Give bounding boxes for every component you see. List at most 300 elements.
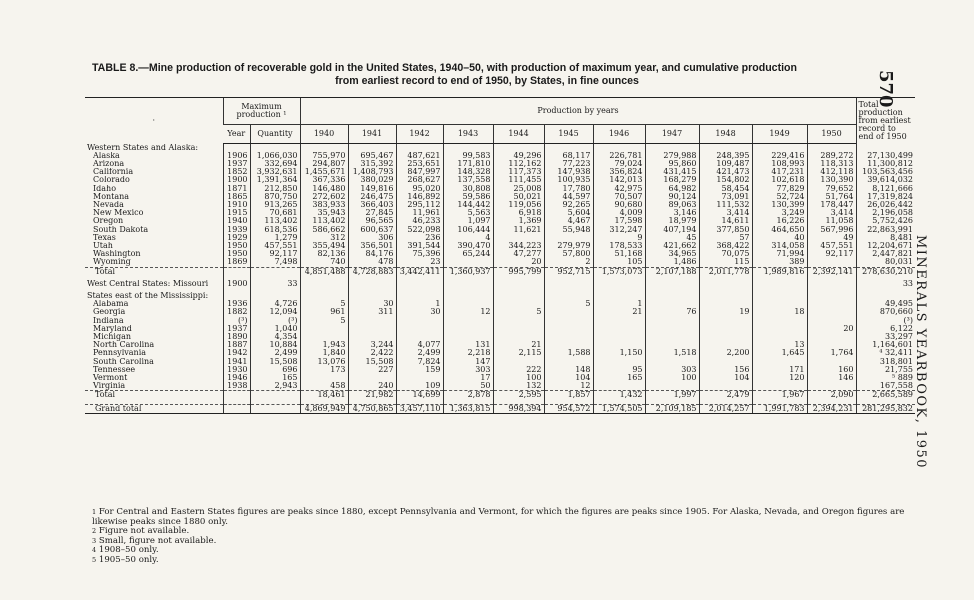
table-row (85, 308, 915, 316)
data-cell: 312 (300, 234, 348, 242)
data-cell (443, 333, 493, 341)
data-cell: 103,563,456 (856, 168, 915, 176)
data-cell (645, 317, 699, 325)
data-cell: 57 (699, 234, 752, 242)
data-cell (493, 300, 544, 308)
data-cell: 4,750,865 (348, 404, 396, 413)
data-cell: 1937 (223, 325, 250, 333)
data-cell: 457,551 (807, 242, 856, 250)
data-cell: 17,598 (593, 217, 645, 225)
data-cell (544, 333, 593, 341)
data-cell: 356,824 (593, 168, 645, 176)
data-cell (396, 374, 443, 382)
table-row (85, 382, 915, 391)
data-cell: 389 (752, 258, 807, 267)
data-cell: 12,204,671 (856, 242, 915, 250)
data-cell: 26,026,442 (856, 201, 915, 209)
data-cell (443, 292, 493, 300)
row-label: California (93, 168, 134, 177)
data-cell: 2,943 (250, 382, 300, 391)
data-cell (250, 144, 300, 152)
data-cell (593, 325, 645, 333)
data-cell: 17,319,824 (856, 193, 915, 201)
data-cell (544, 325, 593, 333)
data-cell (300, 292, 348, 300)
data-cell: 870,750 (250, 193, 300, 201)
data-cell: 279,988 (645, 152, 699, 160)
footnote-mark: 1 (92, 508, 97, 516)
data-cell: ⁵ 889 (856, 374, 915, 382)
data-cell: 51,168 (593, 250, 645, 258)
data-cell (645, 144, 699, 152)
data-cell: 146 (807, 374, 856, 382)
row-label: Arizona (93, 159, 125, 168)
data-cell (752, 333, 807, 341)
row-label: Utah (93, 241, 113, 250)
data-cell: 1,455,671 (300, 168, 348, 176)
data-cell: 130,399 (752, 201, 807, 209)
data-cell: 314,058 (752, 242, 807, 250)
header-year-col: 1940 (300, 125, 348, 144)
data-cell: 49 (807, 234, 856, 242)
data-cell: 21,982 (348, 391, 396, 400)
data-cell: 240 (348, 382, 396, 391)
data-cell: 6,918 (493, 209, 544, 217)
table-row (85, 258, 915, 267)
data-cell (645, 341, 699, 349)
data-cell: 5,604 (544, 209, 593, 217)
footnote (92, 508, 912, 527)
header-year-col: 1942 (396, 125, 443, 144)
data-cell: 1,645 (752, 349, 807, 357)
data-cell: (³) (250, 317, 300, 325)
data-cell: 80,031 (856, 258, 915, 267)
data-cell: 391,544 (396, 242, 443, 250)
table-row (85, 374, 915, 382)
data-cell (645, 325, 699, 333)
data-cell: 1852 (223, 168, 250, 176)
page-number: 570 (875, 70, 896, 108)
data-cell: 84,176 (348, 250, 396, 258)
header-year-col: 1945 (544, 125, 593, 144)
data-cell (807, 300, 856, 308)
data-cell: 51,764 (807, 193, 856, 201)
data-cell: 227 (348, 366, 396, 374)
data-cell: 278,630,210 (856, 267, 915, 276)
data-cell: 2,218 (443, 349, 493, 357)
data-cell: 7,824 (396, 358, 443, 366)
data-cell (593, 144, 645, 152)
data-cell: 13,076 (300, 358, 348, 366)
data-cell: 159 (396, 366, 443, 374)
table-row (85, 292, 915, 300)
data-cell: 27,845 (348, 209, 396, 217)
header-production-by-years: Production by years (300, 98, 856, 125)
data-cell: 3,414 (699, 209, 752, 217)
header-year-col: 1946 (593, 125, 645, 144)
data-cell: 1,967 (752, 391, 807, 400)
data-cell: 137,558 (443, 176, 493, 184)
data-cell (443, 300, 493, 308)
data-cell: 92,117 (250, 250, 300, 258)
data-cell: 45 (645, 234, 699, 242)
data-cell (250, 292, 300, 300)
data-cell: 2,200 (699, 349, 752, 357)
data-cell: 961 (300, 308, 348, 316)
data-cell: 2,109,185 (645, 404, 699, 413)
data-cell: 289,272 (807, 152, 856, 160)
footnote-mark: 3 (92, 536, 97, 545)
row-label: Michigan (93, 332, 131, 341)
data-cell: 367,336 (300, 176, 348, 184)
data-cell (645, 280, 699, 288)
data-cell (699, 300, 752, 308)
footnote-text: Small, figure not available. (98, 535, 217, 546)
data-cell: 412,118 (807, 168, 856, 176)
data-cell: 586,662 (300, 226, 348, 234)
footnote-text: 1905–50 only. (98, 554, 159, 565)
data-cell: 344,223 (493, 242, 544, 250)
data-cell: 3,146 (645, 209, 699, 217)
data-cell: 65,244 (443, 250, 493, 258)
data-cell: 695,467 (348, 152, 396, 160)
data-cell: 118,313 (807, 160, 856, 168)
data-cell (699, 280, 752, 288)
data-cell: 149,816 (348, 185, 396, 193)
header-year-col: 1944 (493, 125, 544, 144)
data-cell: 1,150 (593, 349, 645, 357)
data-cell: 130,390 (807, 176, 856, 184)
row-label: Washington (93, 250, 141, 259)
data-cell: (³) (856, 317, 915, 325)
row-label: Nevada (93, 200, 124, 209)
group-label: States east of the Mississippi: (87, 291, 209, 300)
table-row (85, 176, 915, 184)
data-cell (699, 358, 752, 366)
table-row (85, 185, 915, 193)
data-cell: 1871 (223, 185, 250, 193)
data-cell: 998,394 (493, 404, 544, 413)
data-cell: 3,442,411 (396, 267, 443, 276)
footnote (92, 537, 912, 547)
data-cell (807, 333, 856, 341)
data-cell: 109 (396, 382, 443, 391)
data-cell: 1,066,030 (250, 152, 300, 160)
data-cell: 173 (300, 366, 348, 374)
data-cell (250, 404, 300, 413)
data-cell (593, 280, 645, 288)
data-cell: 59,586 (443, 193, 493, 201)
data-cell (443, 144, 493, 152)
data-cell: 58,454 (699, 185, 752, 193)
data-cell (807, 308, 856, 316)
data-cell: 5 (300, 317, 348, 325)
data-cell (807, 341, 856, 349)
data-cell: 2,878 (443, 391, 493, 400)
data-cell (699, 341, 752, 349)
data-cell (752, 317, 807, 325)
data-cell: 168,279 (645, 176, 699, 184)
data-cell: 487,621 (396, 152, 443, 160)
data-cell: 100 (493, 374, 544, 382)
data-cell (544, 144, 593, 152)
data-cell (807, 258, 856, 267)
data-cell: 8,481 (856, 234, 915, 242)
data-cell: 1946 (223, 374, 250, 382)
data-cell (493, 333, 544, 341)
data-cell (752, 300, 807, 308)
data-cell: 96,565 (348, 217, 396, 225)
data-cell: 1,360,937 (443, 267, 493, 276)
data-cell (699, 292, 752, 300)
table-row (85, 358, 915, 366)
data-cell: 42,975 (593, 185, 645, 193)
data-cell: 226,781 (593, 152, 645, 160)
data-cell: 82,136 (300, 250, 348, 258)
data-cell: 104 (544, 374, 593, 382)
data-cell: 18,461 (300, 391, 348, 400)
data-cell (856, 144, 915, 152)
data-cell: 90,680 (593, 201, 645, 209)
data-cell: 115 (699, 258, 752, 267)
data-cell: 1,391,364 (250, 176, 300, 184)
row-label: Tennessee (93, 365, 136, 374)
data-cell: 5 (300, 300, 348, 308)
data-cell: 70,681 (250, 209, 300, 217)
data-cell: 147 (443, 358, 493, 366)
data-cell: 132 (493, 382, 544, 391)
data-cell (752, 144, 807, 152)
data-cell: 318,801 (856, 358, 915, 366)
row-label: Texas (93, 233, 116, 242)
header-max-production: Maximum production ¹ (223, 98, 300, 125)
data-cell (752, 325, 807, 333)
data-cell: 95 (593, 366, 645, 374)
data-cell (223, 292, 250, 300)
data-cell: 390,470 (443, 242, 493, 250)
data-cell: 55,948 (544, 226, 593, 234)
data-cell: 312,247 (593, 226, 645, 234)
header-quantity: Quantity (250, 125, 300, 144)
row-label: Alaska (93, 151, 120, 160)
data-cell: 600,637 (348, 226, 396, 234)
data-cell (752, 382, 807, 391)
data-cell (593, 292, 645, 300)
data-cell: 4,467 (544, 217, 593, 225)
data-cell: 1906 (223, 152, 250, 160)
table-row (85, 280, 915, 288)
data-cell: 2 (544, 258, 593, 267)
data-cell (396, 333, 443, 341)
data-cell: 21 (593, 308, 645, 316)
data-cell: 71,994 (752, 250, 807, 258)
data-cell: 380,029 (348, 176, 396, 184)
data-cell (493, 325, 544, 333)
data-cell: 90,124 (645, 193, 699, 201)
data-cell (593, 341, 645, 349)
data-cell: 383,933 (300, 201, 348, 209)
data-cell (807, 292, 856, 300)
data-cell: 1900 (223, 280, 250, 288)
data-cell: 1887 (223, 341, 250, 349)
data-cell: 1930 (223, 366, 250, 374)
data-cell: 952,715 (544, 267, 593, 276)
data-cell: 76 (645, 308, 699, 316)
data-cell: 7,498 (250, 258, 300, 267)
row-label: Grand total (85, 404, 223, 413)
data-cell (593, 317, 645, 325)
data-cell (443, 258, 493, 267)
footnote-text: For Central and Eastern States figures are peaks since 1880, except Pennsylvania and Vermont, for which the figures are peaks since 1905. For Alaska, Nevada, and Oregon figures are likewise peaks since 1880 only. (92, 507, 905, 527)
data-cell: 458 (300, 382, 348, 391)
data-cell (752, 292, 807, 300)
data-cell: 11,961 (396, 209, 443, 217)
data-cell: 79,652 (807, 185, 856, 193)
data-cell: 1937 (223, 160, 250, 168)
data-cell: 1940 (223, 217, 250, 225)
row-label: Total (85, 391, 223, 400)
table-row (85, 341, 915, 349)
data-cell: 148,328 (443, 168, 493, 176)
data-cell: 1 (593, 300, 645, 308)
data-cell: 246,475 (348, 193, 396, 201)
data-cell: 47,277 (493, 250, 544, 258)
data-cell: 35,943 (300, 209, 348, 217)
data-cell (645, 292, 699, 300)
data-cell: 8,121,666 (856, 185, 915, 193)
data-cell: 105 (593, 258, 645, 267)
data-cell: 222 (493, 366, 544, 374)
data-cell (699, 382, 752, 391)
data-cell (544, 341, 593, 349)
data-cell: 131 (443, 341, 493, 349)
data-cell: 15,508 (250, 358, 300, 366)
data-cell: 1865 (223, 193, 250, 201)
row-label: Pennsylvania (93, 349, 147, 358)
data-cell: 156 (699, 366, 752, 374)
data-cell: 119,056 (493, 201, 544, 209)
data-cell: 366,403 (348, 201, 396, 209)
data-cell: 4,354 (250, 333, 300, 341)
data-cell (645, 333, 699, 341)
data-cell: 303 (645, 366, 699, 374)
data-cell: 50 (443, 382, 493, 391)
data-cell: 165 (593, 374, 645, 382)
data-cell (752, 280, 807, 288)
data-cell (493, 292, 544, 300)
data-cell (348, 144, 396, 152)
table-title (92, 62, 882, 87)
data-cell: 100 (645, 374, 699, 382)
data-cell: 306 (348, 234, 396, 242)
data-cell: 112,162 (493, 160, 544, 168)
data-cell: 5 (544, 300, 593, 308)
data-cell: 2,394,231 (807, 404, 856, 413)
data-cell: 142,013 (593, 176, 645, 184)
data-cell: 1 (396, 300, 443, 308)
data-cell: 431,415 (645, 168, 699, 176)
data-cell: 2,665,589 (856, 391, 915, 400)
data-cell: 1,164,601 (856, 341, 915, 349)
data-cell: 2,011,778 (699, 267, 752, 276)
data-cell: 5,563 (443, 209, 493, 217)
data-cell (699, 333, 752, 341)
data-cell: 34,965 (645, 250, 699, 258)
data-cell: 14,611 (699, 217, 752, 225)
data-cell: 522,098 (396, 226, 443, 234)
data-cell: 113,402 (250, 217, 300, 225)
data-cell: 144,442 (443, 201, 493, 209)
data-cell: 16,226 (752, 217, 807, 225)
footnote (92, 546, 912, 556)
data-cell (396, 292, 443, 300)
data-cell (300, 144, 348, 152)
data-cell: 21,755 (856, 366, 915, 374)
data-cell: 1,857 (544, 391, 593, 400)
data-cell: 171,810 (443, 160, 493, 168)
data-cell (396, 325, 443, 333)
data-cell (348, 280, 396, 288)
data-cell: 4,009 (593, 209, 645, 217)
data-cell: 1950 (223, 242, 250, 250)
data-cell: 1,097 (443, 217, 493, 225)
data-cell: 407,194 (645, 226, 699, 234)
data-cell: 253,651 (396, 160, 443, 168)
table-row (85, 193, 915, 201)
data-cell (300, 333, 348, 341)
data-cell: 755,970 (300, 152, 348, 160)
data-cell: 39,614,032 (856, 176, 915, 184)
data-cell (807, 317, 856, 325)
data-cell: 100,935 (544, 176, 593, 184)
table-row (85, 366, 915, 374)
data-cell: 1,432 (593, 391, 645, 400)
data-cell: 1,574,505 (593, 404, 645, 413)
data-cell: 1,943 (300, 341, 348, 349)
data-cell (645, 382, 699, 391)
data-cell: 1938 (223, 382, 250, 391)
data-cell: 4,726 (250, 300, 300, 308)
data-cell: 2,014,257 (699, 404, 752, 413)
row-label: Wyoming (93, 258, 131, 267)
data-cell: 1910 (223, 201, 250, 209)
data-cell: 1,363,815 (443, 404, 493, 413)
data-cell: 171 (752, 366, 807, 374)
data-cell: 1,997 (645, 391, 699, 400)
table-row (85, 250, 915, 258)
data-cell (396, 317, 443, 325)
data-cell (223, 144, 250, 152)
row-label: West Central States: Missouri (87, 279, 209, 288)
data-cell: 229,416 (752, 152, 807, 160)
data-cell (699, 144, 752, 152)
data-cell: 6,122 (856, 325, 915, 333)
data-cell: 2,499 (250, 349, 300, 357)
data-cell: 92,265 (544, 201, 593, 209)
data-cell: 33,297 (856, 333, 915, 341)
data-cell (807, 358, 856, 366)
running-head: MINERALS YEARBOOK, 1950 (913, 235, 928, 470)
row-label: New Mexico (93, 209, 144, 218)
data-cell: 106,444 (443, 226, 493, 234)
data-cell (544, 292, 593, 300)
data-cell: 33 (856, 280, 915, 288)
data-cell (544, 308, 593, 316)
row-label: Idaho (93, 184, 117, 193)
data-cell: 15,508 (348, 358, 396, 366)
data-cell: ⁴ 32,411 (856, 349, 915, 357)
data-cell: 17 (443, 374, 493, 382)
